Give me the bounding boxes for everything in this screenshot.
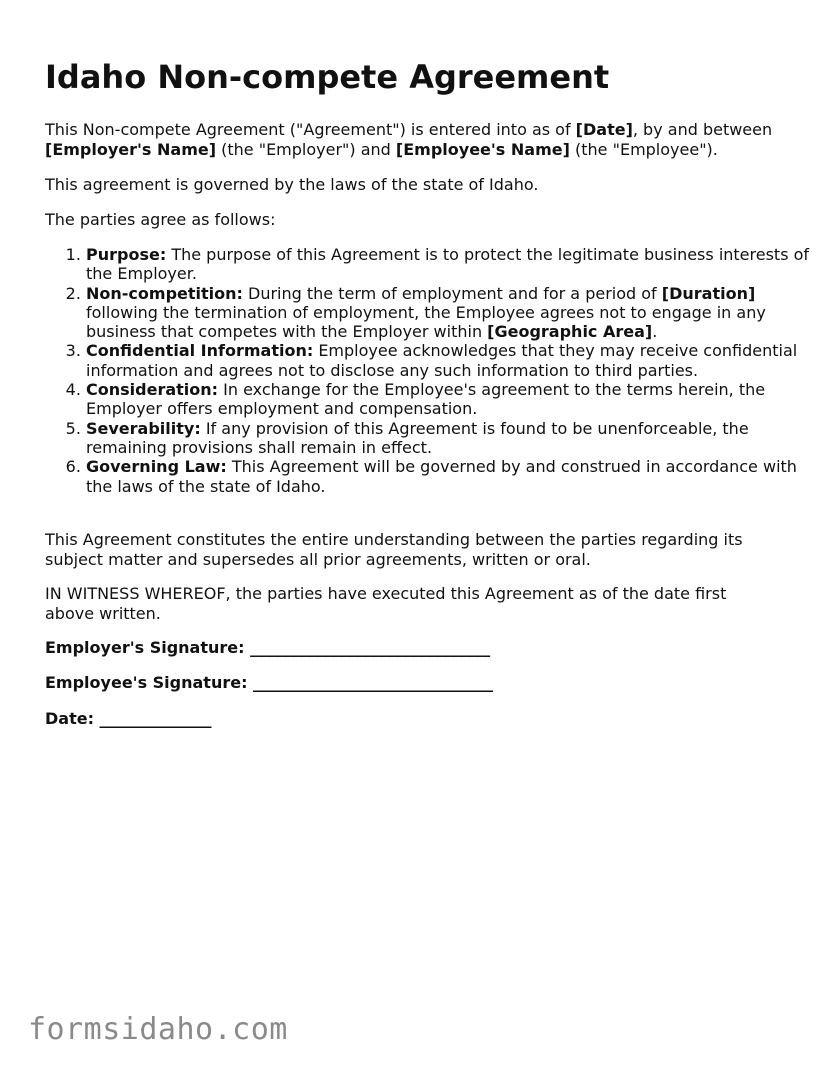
term-text: This Agreement will be governed by and construed in accordance with the laws of the state of Idaho. — [86, 457, 797, 496]
employer-signature-line: Employer's Signature: ______________________________ — [45, 638, 491, 657]
term-text: Employee acknowledges that they may receive confidential information and agrees not to disclose any such information to third parties. — [86, 341, 798, 380]
site-watermark: formsidaho.com — [28, 1012, 288, 1047]
term-text: . — [652, 322, 658, 342]
date-placeholder: [Date] — [575, 120, 633, 139]
intro-text-4: (the "Employee"). — [569, 139, 718, 159]
terms-list — [45, 245, 821, 496]
term-label: Non-competition: — [86, 283, 243, 303]
employee-name-placeholder: [Employee's Name] — [395, 139, 570, 159]
term-text: During the term of employment and for a period of — [242, 283, 662, 303]
geographic-area-placeholder: [Geographic Area] — [487, 322, 653, 342]
employer-name-placeholder: [Employer's Name] — [45, 139, 217, 159]
term-text: The purpose of this Agreement is to protect the legitimate business interests of the Employer. — [86, 245, 810, 284]
duration-placeholder: [Duration] — [661, 283, 756, 303]
intro-text-2: , by and between — [632, 120, 773, 139]
intro-text-3: (the "Employer") and — [216, 139, 396, 159]
term-consideration — [86, 380, 821, 419]
term-text: If any provision of this Agreement is found to be unenforceable, the remaining provisions shall remain in effect. — [86, 418, 749, 457]
term-text: In exchange for the Employee's agreement to the terms herein, the Employer offers employment and compensation. — [86, 380, 766, 419]
document-title: Idaho Non-compete Agreement — [45, 58, 610, 96]
parties-agree-statement: The parties agree as follows: — [45, 210, 276, 229]
term-label: Consideration: — [86, 380, 219, 400]
term-label: Severability: — [86, 418, 201, 438]
intro-paragraph — [45, 120, 790, 159]
term-confidential-information — [86, 341, 821, 380]
term-label: Confidential Information: — [86, 341, 314, 361]
entire-agreement-paragraph: This Agreement constitutes the entire understanding between the parties regarding its subject matter and supersedes all prior agreements, written or oral. — [45, 530, 743, 569]
date-signature-line: Date: ______________ — [45, 709, 212, 728]
intro-text-1: This Non-compete Agreement ("Agreement") is entered into as of — [45, 120, 576, 139]
term-purpose — [86, 245, 821, 284]
term-governing-law — [86, 457, 821, 496]
term-label: Purpose: — [86, 245, 167, 264]
term-severability — [86, 419, 821, 458]
witness-paragraph: IN WITNESS WHEREOF, the parties have executed this Agreement as of the date first above written. — [45, 584, 727, 623]
employee-signature-line: Employee's Signature: ______________________________ — [45, 673, 494, 692]
governing-statement: This agreement is governed by the laws of the state of Idaho. — [45, 175, 539, 194]
term-label: Governing Law: — [86, 457, 227, 477]
term-non-competition — [86, 284, 821, 342]
term-text: following the termination of employment, the Employee agrees not to engage in any business that competes with the Employer within — [86, 302, 766, 342]
